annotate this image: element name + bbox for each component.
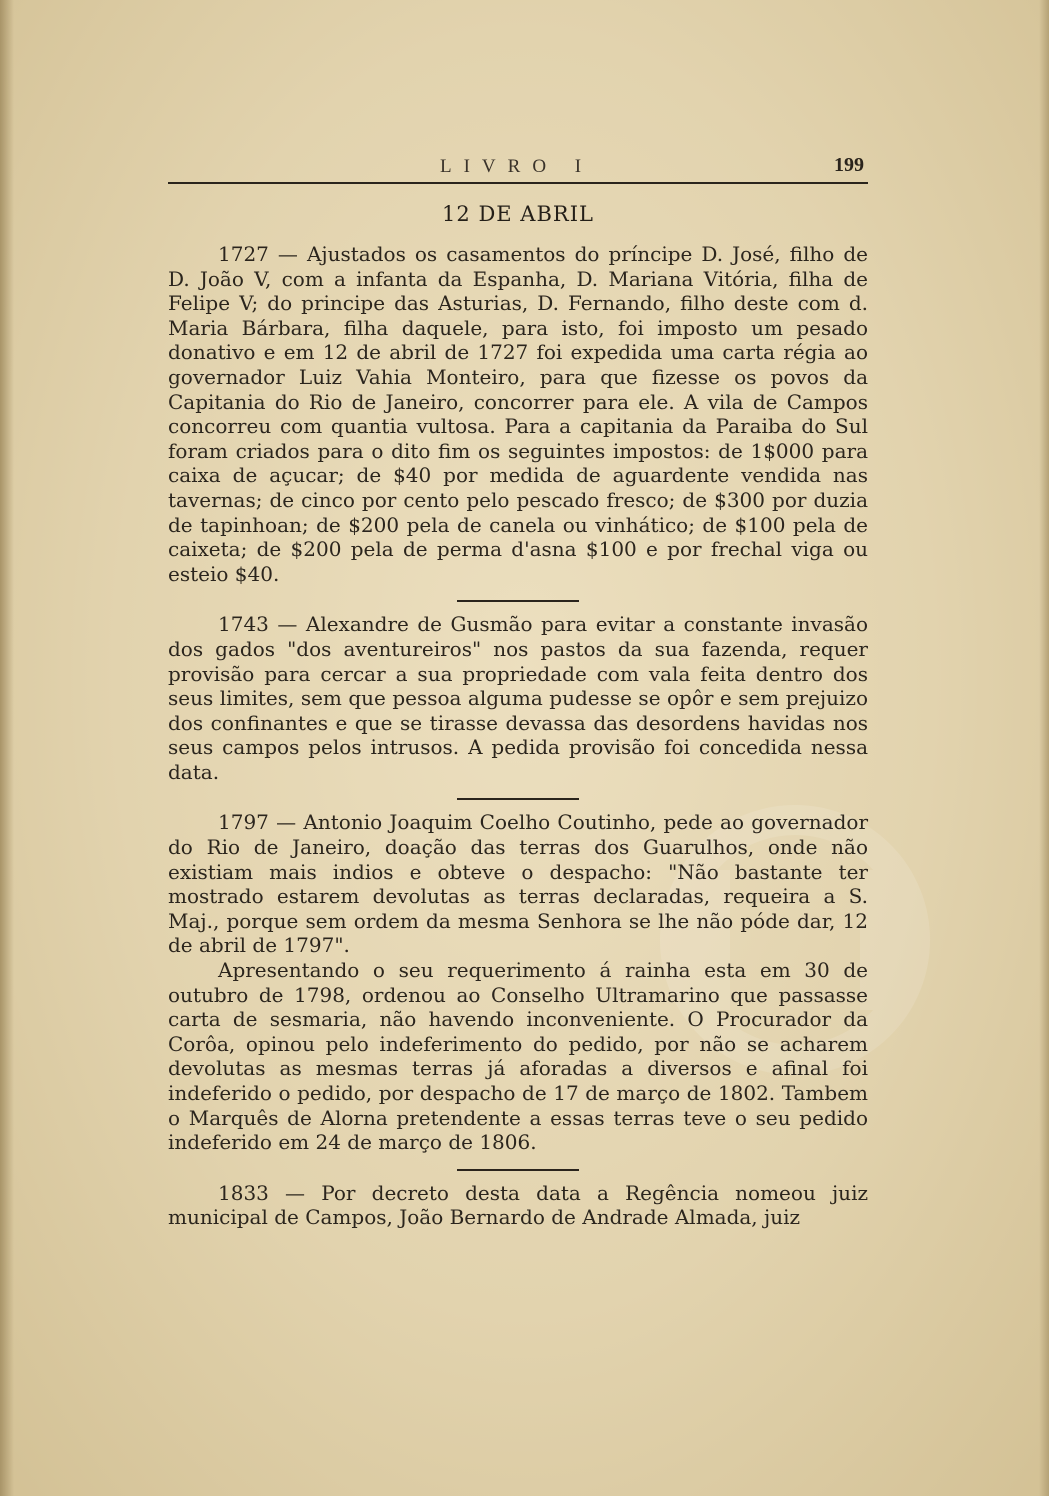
entry-1797: 1797 — Antonio Joaquim Coelho Coutinho, pede ao governador do Rio de Janeiro, doação das terras dos Guarulhos, onde não existiam mais indios e obteve o despacho: "Não bastante ter mostrado estarem devolutas as terras declaradas, requeira a S. Maj., porque sem ordem da mesma Senhora se lhe não póde dar, 12 de abril de 1797".	[168, 810, 868, 958]
running-title: LIVRO I	[440, 156, 594, 177]
page-edge-shadow-right	[1039, 0, 1049, 1496]
date-heading: 12 DE ABRIL	[442, 202, 594, 226]
page-number: 199	[834, 154, 864, 176]
entry-1833: 1833 — Por decreto desta data a Regência nomeou juiz municipal de Campos, João Bernardo de Andrade Almada, juiz	[168, 1180, 868, 1230]
entries-body	[168, 242, 868, 1230]
running-header	[168, 148, 868, 184]
section-divider	[457, 600, 579, 602]
section-divider	[457, 1169, 579, 1171]
section-divider	[457, 798, 579, 800]
entry-1727: 1727 — Ajustados os casamentos do príncipe D. José, filho de D. João V, com a infanta da Espanha, D. Mariana Vitória, filha de Felipe V; do principe das Asturias, D. Fernando, filho deste com d. Maria Bárbara, filha daquele, para isto, foi imposto um pesado donativo e em 12 de abril de 1727 foi expedida uma carta régia ao governador Luiz Vahia Monteiro, para que fizesse os povos da Capitania do Rio de Janeiro, concorrer para ele. A vila de Campos concorreu com quantia vultosa. Para a capitania da Paraiba do Sul foram criados para o dito fim os seguintes impostos: de 1$000 para caixa de açucar; de $40 por medida de aguardente vendida nas tavernas; de cinco por cento pelo pescado fresco; de $300 por duzia de tapinhoan; de $200 pela de canela ou vinhático; de $100 pela de caixeta; de $200 pela de perma d'asna $100 e por frechal viga ou esteio $40.	[168, 242, 868, 586]
entry-1797-continuation: Apresentando o seu requerimento á rainha esta em 30 de outubro de 1798, ordenou ao Conselho Ultramarino que passasse carta de sesmaria, não havendo inconveniente. O Procurador da Corôa, opinou pelo indeferimento do pedido, por não se acharem devolutas as mesmas terras já aforadas a diversos e afinal foi indeferido o pedido, por despacho de 17 de março de 1802. Tambem o Marquês de Alorna pretendente a essas terras teve o seu pedido indeferido em 24 de março de 1806.	[168, 958, 868, 1155]
page-edge-shadow-left	[0, 0, 14, 1496]
entry-1743: 1743 — Alexandre de Gusmão para evitar a constante invasão dos gados "dos aventureiros" nos pastos da sua fazenda, requer provisão para cercar a sua propriedade com vala feita dentro dos seus limites, sem que pessoa alguma pudesse se opôr e sem prejuizo dos confinantes e que se tirasse devassa das desordens havidas nos seus campos pelos intrusos. A pedida provisão foi concedida nessa data.	[168, 612, 868, 784]
